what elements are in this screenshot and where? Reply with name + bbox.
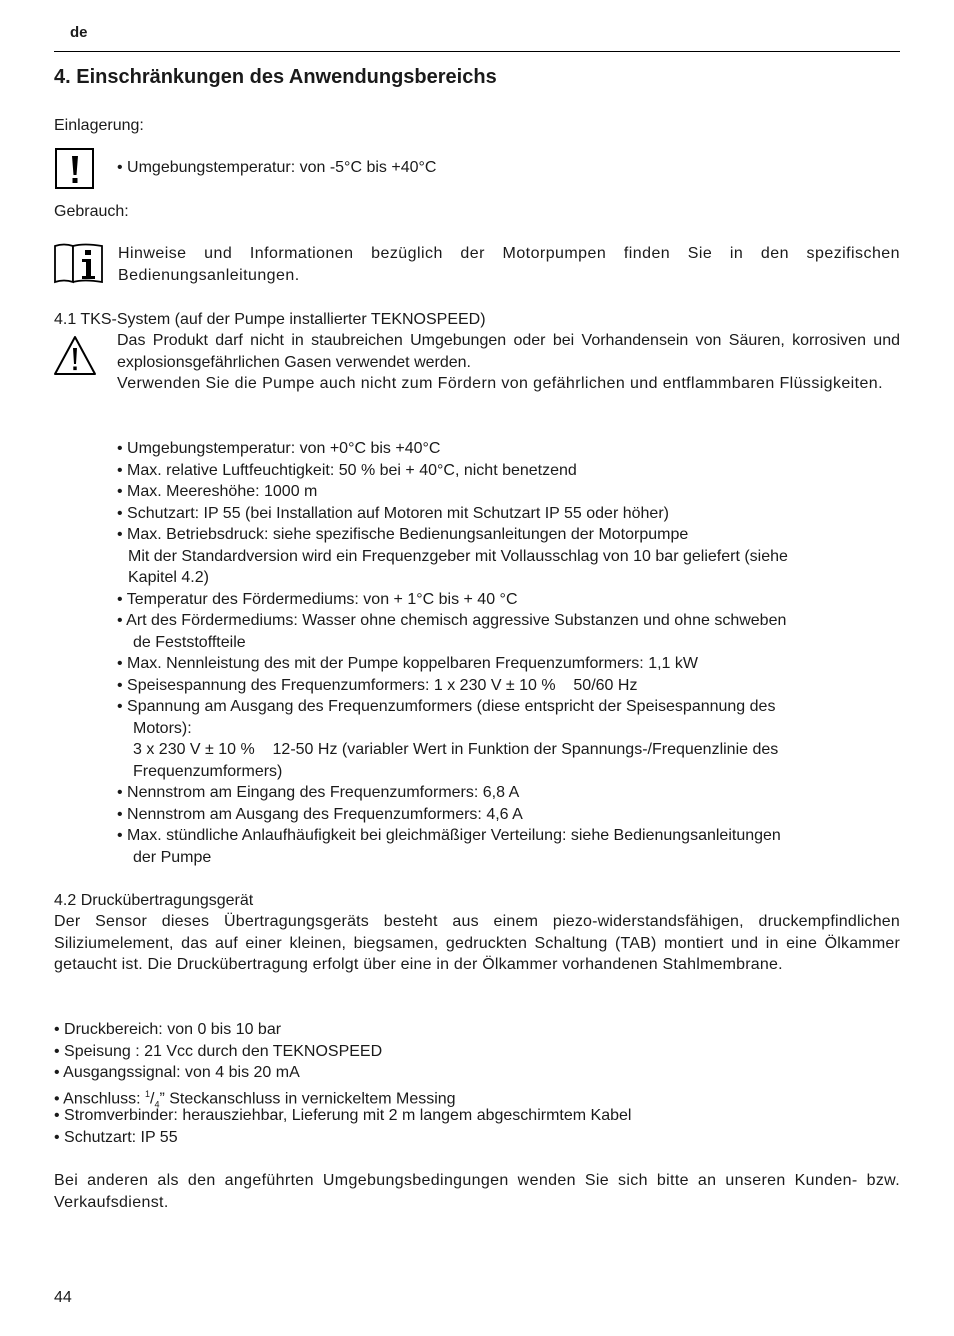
fraction-denominator: 4	[154, 1099, 160, 1110]
tks-bullet: • Art des Fördermediums: Wasser ohne chemisch aggressive Substanzen und ohne schweben	[117, 612, 787, 629]
tks-bullet: • Spannung am Ausgang des Frequenzumformers (diese entspricht der Speisespannung des	[117, 698, 776, 715]
header-rule	[54, 51, 900, 52]
subsection-heading-4-2: 4.2 Druckübertragungsgerät	[54, 892, 254, 909]
tks-bullet-continuation: Kapitel 4.2)	[128, 569, 209, 586]
tks-bullet-continuation: Frequenzumformers)	[133, 762, 283, 780]
page-number: 44	[54, 1289, 72, 1306]
language-tag: de	[70, 24, 88, 41]
tks-bullet: • Nennstrom am Eingang des Frequenzumformers: 6,8 A	[117, 784, 520, 801]
tks-bullet: • Max. Betriebsdruck: siehe spezifische Bedienungsanleitungen der Motorpumpe	[117, 526, 689, 543]
tks-bullet: • Max. relative Luftfeuchtigkeit: 50 % bei + 40°C, nicht benetzend	[117, 461, 577, 479]
tks-bullet: • Temperatur des Fördermediums: von + 1°C bis + 40 °C	[117, 590, 518, 608]
info-note: Hinweise und Informationen bezüglich der Motorpumpen finden Sie in den spezifischen Bedienungsanleitungen.	[118, 245, 900, 284]
tks-bullet: • Max. stündliche Anlaufhäufigkeit bei gleichmäßiger Verteilung: siehe Bedienungsanleitungen	[117, 827, 781, 844]
warning-triangle-icon	[53, 334, 97, 383]
tks-bullet: • Max. Meereshöhe: 1000 m	[117, 483, 318, 500]
sensor-bullet: • Ausgangssignal: von 4 bis 20 mA	[54, 1064, 300, 1081]
fraction-numerator: 1	[144, 1088, 150, 1099]
tks-bullet: • Schutzart: IP 55 (bei Installation auf Motoren mit Schutzart IP 55 oder höher)	[117, 504, 669, 522]
tks-bullet: • Nennstrom am Ausgang des Frequenzumformers: 4,6 A	[117, 805, 523, 823]
manual-info-icon	[52, 242, 108, 293]
connector-label: • Anschluss:	[54, 1089, 145, 1107]
tks-bullet-continuation: 3 x 230 V ± 10 % 12-50 Hz (variabler Wert in Funktion der Spannungs-/Frequenzlinie des	[133, 741, 779, 758]
sensor-bullet: • Schutzart: IP 55	[54, 1128, 178, 1146]
exclamation-icon	[55, 148, 95, 195]
tks-bullet-continuation: Mit der Standardversion wird ein Frequenzgeber mit Vollausschlag von 10 bar geliefert (siehe	[128, 547, 788, 565]
warning-text-2: Verwenden Sie die Pumpe auch nicht zum Fördern von gefährlichen und entflammbaren Flüssigkeiten.	[117, 375, 883, 392]
tks-bullet: • Max. Nennleistung des mit der Pumpe koppelbaren Frequenzumformers: 1,1 kW	[117, 655, 698, 672]
storage-temperature: • Umgebungstemperatur: von -5°C bis +40°C	[117, 159, 437, 176]
tks-bullet-continuation: der Pumpe	[133, 848, 212, 866]
tks-bullet-continuation: Motors):	[133, 719, 192, 737]
use-label: Gebrauch:	[54, 203, 129, 220]
warning-text-1: Das Produkt darf nicht in staubreichen Umgebungen oder bei Vorhandensein von Säuren, korrosiven und explosionsgefährlichen Gasen verwendet werden.	[117, 332, 900, 371]
sensor-bullet: • Druckbereich: von 0 bis 10 bar	[54, 1021, 282, 1038]
storage-label: Einlagerung:	[54, 117, 144, 134]
sensor-paragraph: Der Sensor dieses Übertragungsgeräts besteht aus einem piezo-widerstandsfähigen, druckempfindlichen Siliziumelement, das auf einer kleinen, biegsamen, gedruckten Schaltung (TAB) montiert und in eine Ölkammer getaucht ist. Die Druckübertragung erfolgt über eine in der Ölkammer vorhandenen Stahlmembrane.	[54, 913, 900, 973]
closing-note: Bei anderen als den angeführten Umgebungsbedingungen wenden Sie sich bitte an unseren Kunden- bzw. Verkaufsdienst.	[54, 1172, 900, 1211]
subsection-heading-4-1: 4.1 TKS-System (auf der Pumpe installierter TEKNOSPEED)	[54, 311, 486, 328]
sensor-bullet: • Speisung : 21 Vcc durch den TEKNOSPEED	[54, 1042, 383, 1060]
tks-bullet: • Umgebungstemperatur: von +0°C bis +40°C	[117, 440, 441, 457]
connector-description: ” Steckanschluss in vernickeltem Messing	[159, 1089, 456, 1107]
section-title: 4. Einschränkungen des Anwendungsbereichs	[54, 66, 497, 88]
tks-bullet-continuation: de Feststoffteile	[133, 633, 246, 651]
sensor-bullet: • Stromverbinder: herausziehbar, Lieferung mit 2 m langem abgeschirmtem Kabel	[54, 1107, 632, 1124]
tks-bullet: • Speisespannung des Frequenzumformers: 1 x 230 V ± 10 % 50/60 Hz	[117, 676, 638, 694]
sensor-bullet-connector: • Anschluss: $^1/_4$” Steckanschluss in vernickeltem Messing	[54, 1088, 456, 1110]
